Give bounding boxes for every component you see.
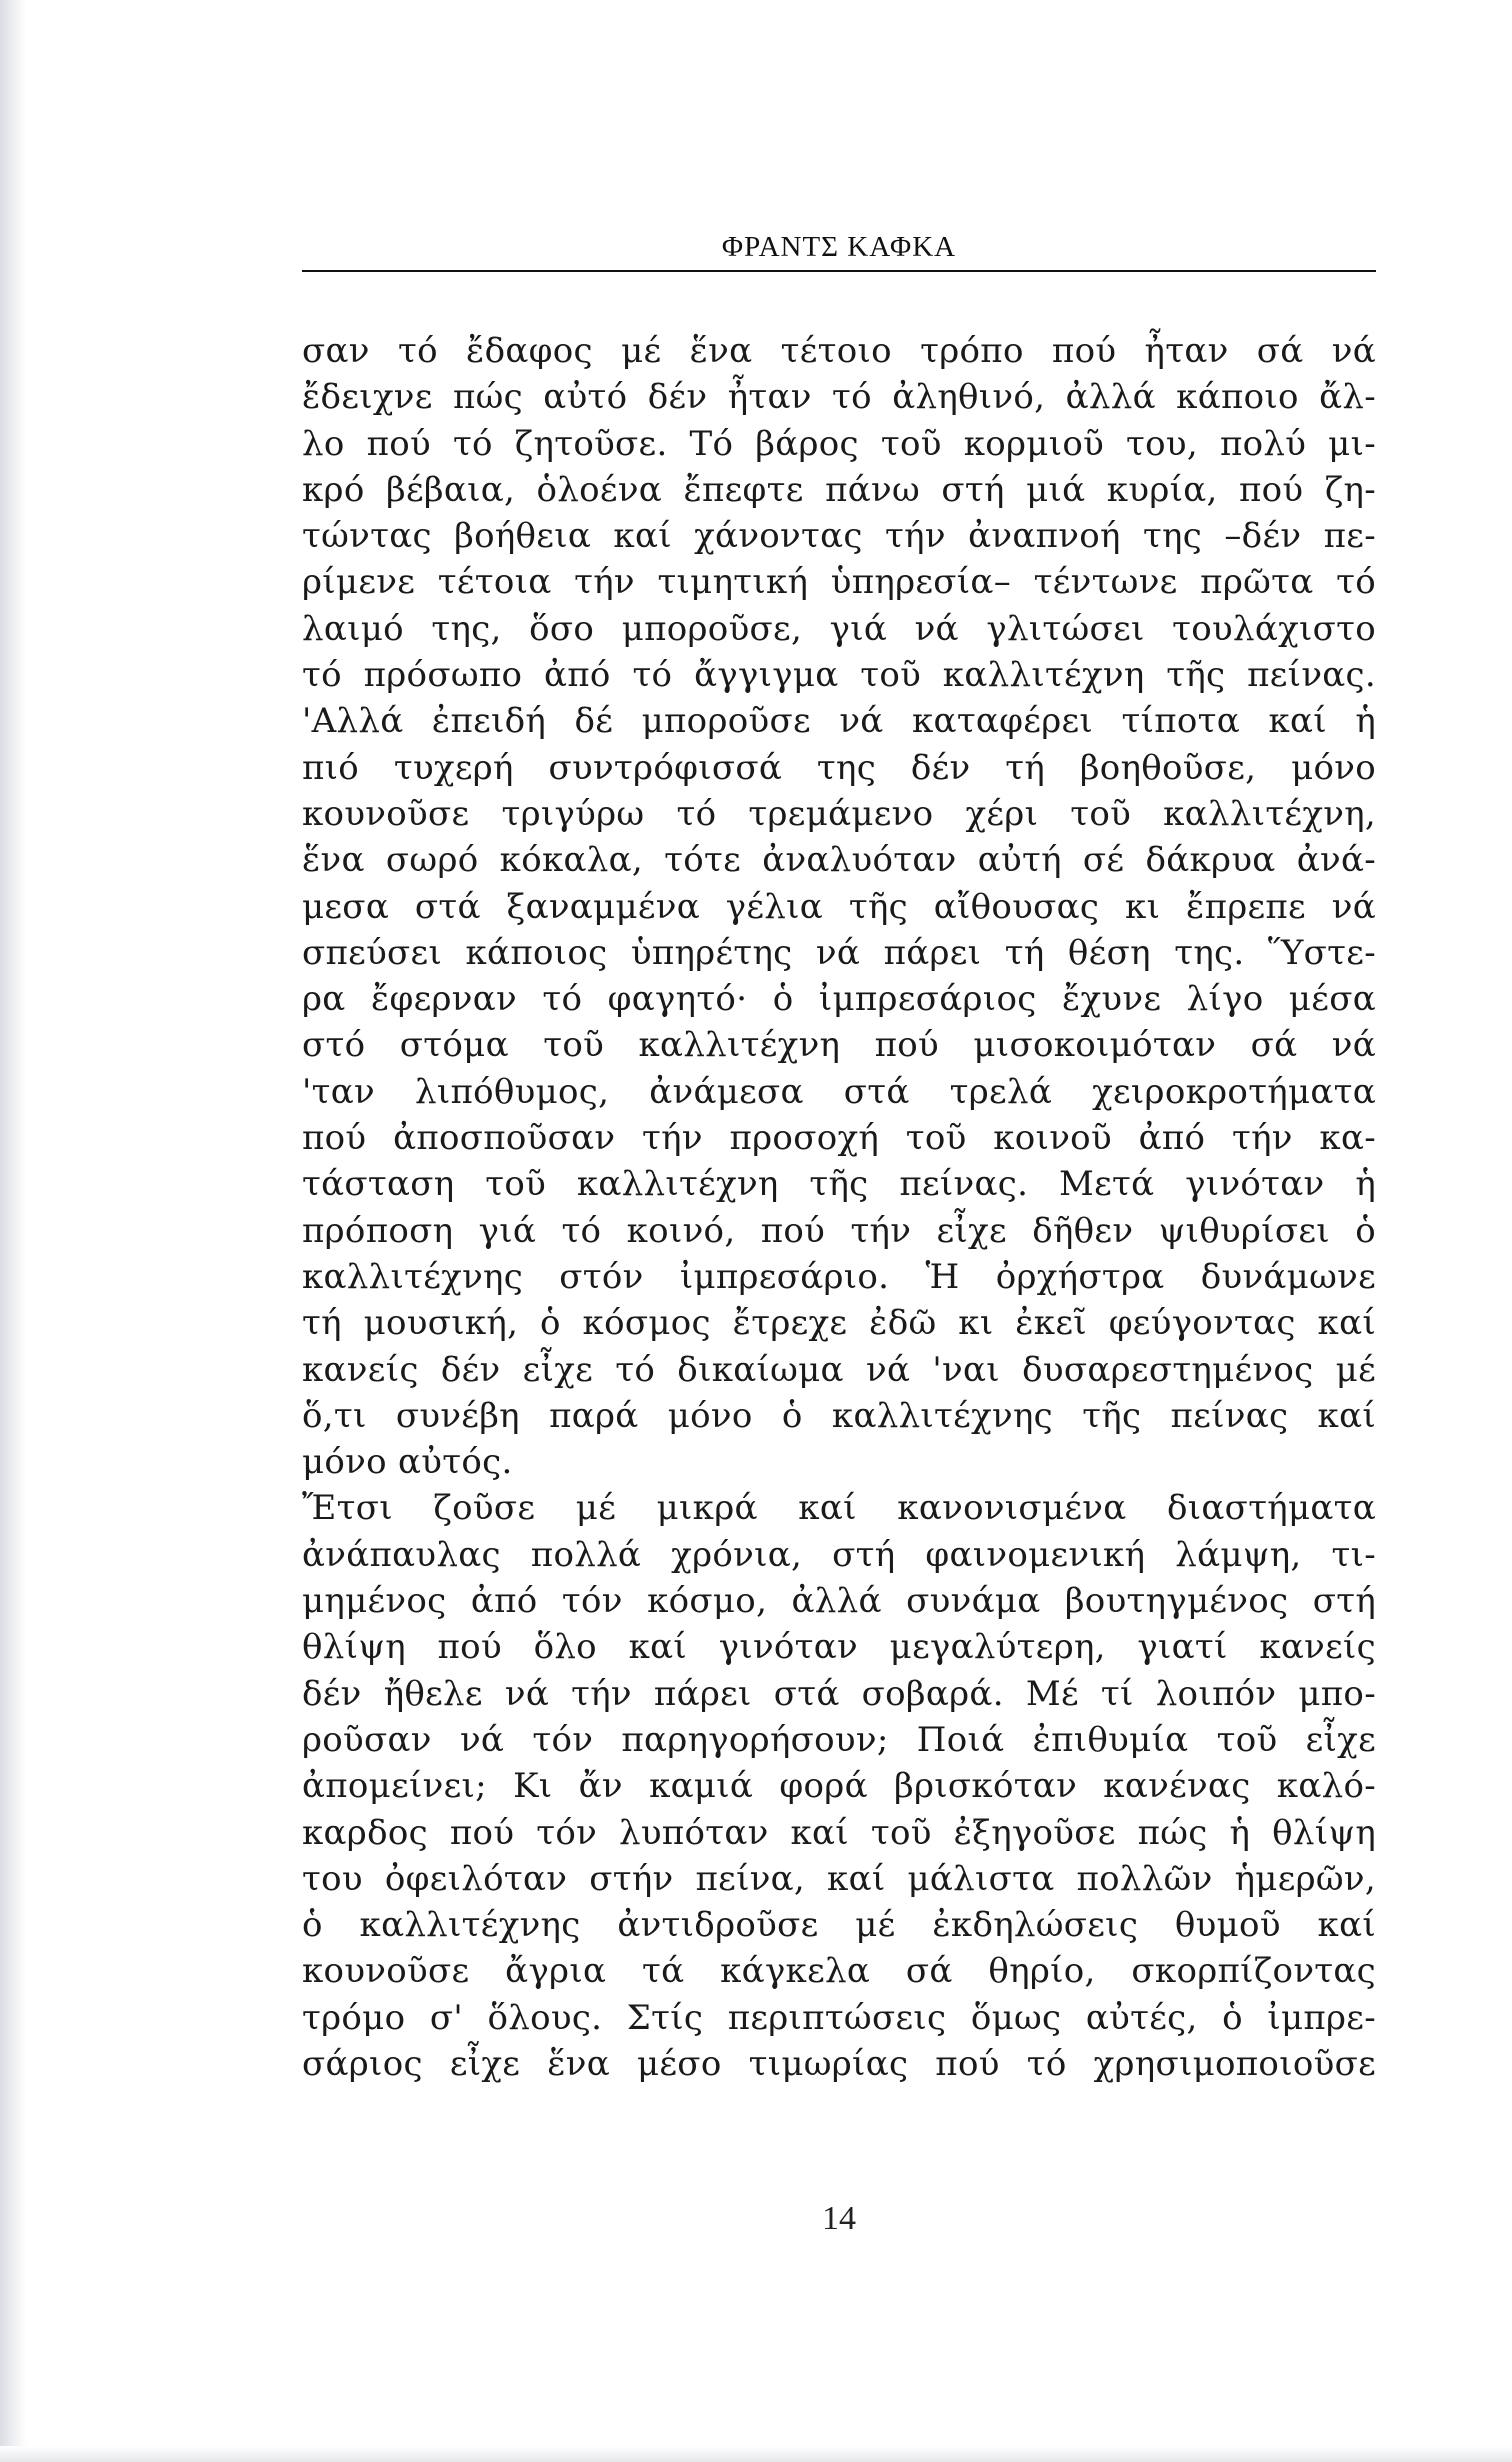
text-line: σάριος εἶχε ἕνα μέσο τιμωρίας πού τό χρησιμοποιοῦσε — [302, 2043, 1376, 2084]
text-line: ἔδειχνε πώς αὐτό δέν ἦταν τό ἀληθινό, ἀλλά κάποιο ἄλ- — [302, 377, 1376, 418]
text-line: καλλιτέχνης στόν ἰμπρεσάριο. Ἡ ὀρχήστρα δυνάμωνε — [302, 1256, 1376, 1297]
body-text — [302, 328, 1376, 2087]
text-line: ρίμενε τέτοια τήν τιμητική ὑπηρεσία– τέντωνε πρῶτα τό — [302, 562, 1376, 603]
text-line: πιό τυχερή συντρόφισσά της δέν τή βοηθοῦσε, μόνο — [302, 747, 1376, 788]
text-line: μημένος ἀπό τόν κόσμο, ἀλλά συνάμα βουτηγμένος στή — [302, 1581, 1376, 1622]
text-line: τώντας βοήθεια καί χάνοντας τήν ἀναπνοή της –δέν πε- — [302, 516, 1376, 557]
text-line: 'ταν λιπόθυμος, ἀνάμεσα στά τρελά χειροκροτήματα — [302, 1071, 1376, 1112]
text-line: ἀνάπαυλας πολλά χρόνια, στή φαινομενική λάμψη, τι- — [302, 1534, 1376, 1575]
text-line: τή μουσική, ὁ κόσμος ἔτρεχε ἐδῶ κι ἐκεῖ φεύγοντας καί — [302, 1303, 1376, 1344]
text-line: πρόποση γιά τό κοινό, πού τήν εἶχε δῆθεν ψιθυρίσει ὁ — [302, 1210, 1376, 1251]
text-line: κανείς δέν εἶχε τό δικαίωμα νά 'ναι δυσαρεστημένος μέ — [302, 1349, 1376, 1390]
text-line: 'Αλλά ἐπειδή δέ μποροῦσε νά καταφέρει τίποτα καί ἡ — [302, 701, 1376, 742]
text-line: ὅ,τι συνέβη παρά μόνο ὁ καλλιτέχνης τῆς πείνας καί — [302, 1395, 1376, 1436]
text-line: του ὀφειλόταν στήν πείνα, καί μάλιστα πολλῶν ἡμερῶν, — [302, 1858, 1376, 1899]
text-line: ἕνα σωρό κόκαλα, τότε ἀναλυόταν αὐτή σέ δάκρυα ἀνά- — [302, 840, 1376, 881]
running-head: ΦΡΑΝΤΣ ΚΑΦΚΑ — [721, 231, 957, 263]
text-line: κουνοῦσε τριγύρω τό τρεμάμενο χέρι τοῦ καλλιτέχνη, — [302, 793, 1376, 834]
text-line: καρδος πού τόν λυπόταν καί τοῦ ἐξηγοῦσε πώς ἡ θλίψη — [302, 1812, 1376, 1853]
text-line: τάσταση τοῦ καλλιτέχνη τῆς πείνας. Μετά γινόταν ἡ — [302, 1164, 1376, 1205]
text-line: λο πού τό ζητοῦσε. Τό βάρος τοῦ κορμιοῦ του, πολύ μι- — [302, 423, 1376, 464]
text-line: δέν ἤθελε νά τήν πάρει στά σοβαρά. Μέ τί λοιπόν μπο- — [302, 1673, 1376, 1714]
text-line: ροῦσαν νά τόν παρηγορήσουν; Ποιά ἐπιθυμία τοῦ εἶχε — [302, 1719, 1376, 1760]
text-line: ρα ἔφερναν τό φαγητό· ὁ ἰμπρεσάριος ἔχυνε λίγο μέσα — [302, 979, 1376, 1020]
text-line: ὁ καλλιτέχνης ἀντιδροῦσε μέ ἐκδηλώσεις θυμοῦ καί — [302, 1905, 1376, 1946]
text-line: κρό βέβαια, ὁλοένα ἔπεφτε πάνω στή μιά κυρία, πού ζη- — [302, 469, 1376, 510]
text-line: σπεύσει κάποιος ὑπηρέτης νά πάρει τή θέση της. Ὕστε- — [302, 932, 1376, 973]
text-line: στό στόμα τοῦ καλλιτέχνη πού μισοκοιμόταν σά νά — [302, 1025, 1376, 1066]
header-rule — [302, 270, 1376, 272]
text-line: κουνοῦσε ἄγρια τά κάγκελα σά θηρίο, σκορπίζοντας — [302, 1951, 1376, 1992]
text-line: ἀπομείνει; Κι ἄν καμιά φορά βρισκόταν κανένας καλό- — [302, 1766, 1376, 1807]
text-line: πού ἀποσποῦσαν τήν προσοχή τοῦ κοινοῦ ἀπό τήν κα- — [302, 1118, 1376, 1159]
text-line: τό πρόσωπο ἀπό τό ἄγγιγμα τοῦ καλλιτέχνη τῆς πείνας. — [302, 655, 1376, 696]
text-line: μόνο αὐτός. — [302, 1442, 513, 1483]
text-line: θλίψη πού ὅλο καί γινόταν μεγαλύτερη, γιατί κανείς — [302, 1627, 1376, 1668]
text-line: τρόμο σ' ὅλους. Στίς περιπτώσεις ὅμως αὐτές, ὁ ἰμπρε- — [302, 1997, 1376, 2038]
text-line: λαιμό της, ὅσο μποροῦσε, γιά νά γλιτώσει τουλάχιστο — [302, 608, 1376, 649]
text-line: Ἔτσι ζοῦσε μέ μικρά καί κανονισμένα διαστήματα — [302, 1488, 1376, 1529]
text-line: μεσα στά ξαναμμένα γέλια τῆς αἴθουσας κι ἔπρεπε νά — [302, 886, 1376, 927]
page-edge-shadow — [0, 0, 26, 2462]
page-number: 14 — [822, 2200, 856, 2237]
page-bottom-shadow — [0, 2446, 1512, 2462]
text-line: σαν τό ἔδαφος μέ ἕνα τέτοιο τρόπο πού ἦταν σά νά — [302, 331, 1376, 371]
